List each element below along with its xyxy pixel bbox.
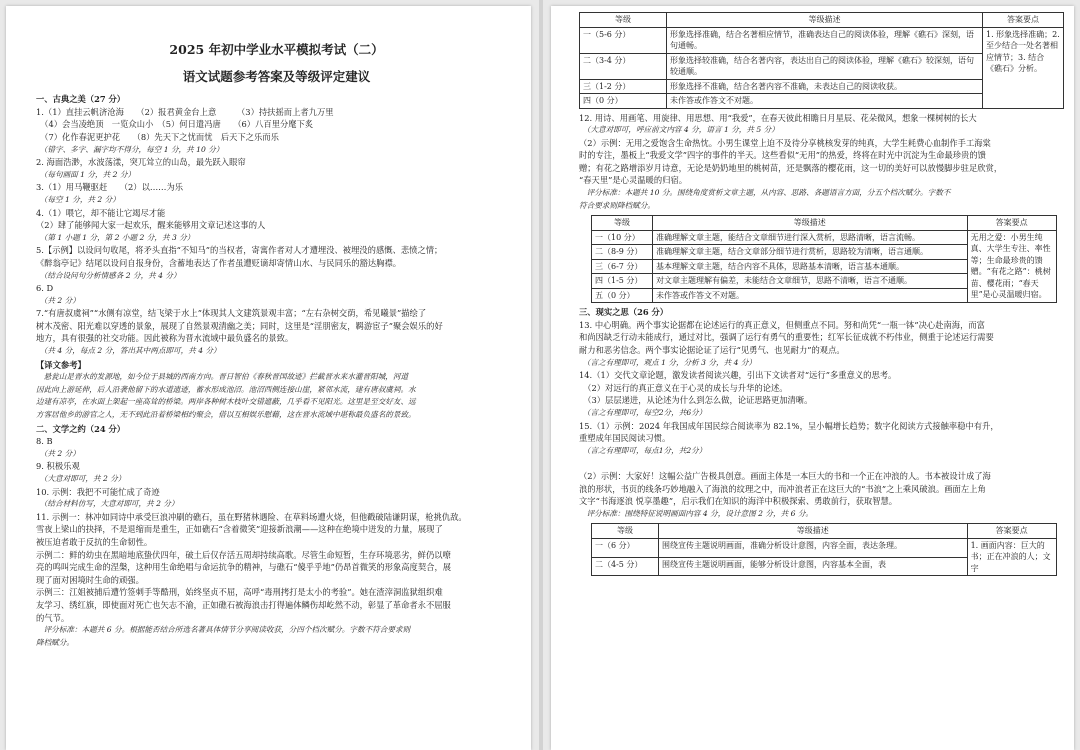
table-row [592, 230, 1057, 245]
table-row [592, 538, 1057, 557]
text-line: 10. 示例：我把不可能忙成了奇迹 [36, 486, 160, 497]
text-line: （每空 1 分，共 2 分） [36, 194, 120, 204]
text-line: 符合要求则降档赋分。 [579, 200, 655, 210]
text-line: 示例三：江姐被捕后遭竹签刺手等酷刑，始终坚贞不屈，高呼“毒刑拷打是太小的考验”。她在渣滓洞监狱组织难 [36, 587, 443, 598]
grade-cell: 二（3-4 分） [580, 53, 667, 79]
page-divider [539, 0, 543, 750]
text-line: （3）层层递进，从论述为什么到怎么做，论证思路更加清晰。 [579, 395, 813, 406]
table-header: 答案要点 [967, 216, 1056, 231]
answer-points-cell: 1. 形象选择准确；2. 至少结合一处名著相应情节；3. 结合《礁石》分析。 [983, 27, 1064, 108]
text-line: （2）示例：无用之爱饱含生命热忱。小男生课堂上迫不及待分享桃核发芽的纯真，大学生耗费心血制作手工海棠 [579, 137, 991, 148]
text-line: 降档赋分。 [36, 637, 74, 647]
section-heading: 一、古典之美（27 分） [36, 94, 126, 105]
text-line: 9. 积极乐观 [36, 461, 80, 472]
description-cell: 围绕宣传主题说明画面，准确分析设计意图，内容全面，表达条理。 [659, 538, 968, 557]
description-cell: 对文章主题理解有偏差，未能结合文章细节，思路不清晰，语言不通顺。 [653, 274, 968, 289]
text-line: 文字“书海逐浪 悦享墨趣”，启示我们在知识的海洋中积极探索、勇敢前行，获取智慧。 [579, 496, 898, 507]
text-line: （2）示例：大家好！这幅公益广告极具创意。画面主体是一本巨大的书和一个正在冲浪的人。书本被设计成了海 [579, 470, 991, 481]
text-line: 评分标准：本题共 10 分。围绕角度赏析文章主题，从内容、思路、各题语言方面，分五个档次赋分。字数不 [579, 188, 951, 198]
text-line: 13. 中心明确。两个事实论据都在论述运行的真正意义，但侧重点不同。努和尚凭“一瓶一钵”决心赴南海，而富 [579, 319, 985, 330]
description-cell: 未作答或作答文不对题。 [667, 94, 983, 109]
text-line: 和尚因缺乏行动未能成行，通过对比，强调了运行有勇气的重要性；红军长征成就不朽伟业，侧重于论述运行需要 [579, 332, 994, 343]
grade-cell: 一（10 分） [592, 230, 653, 245]
description-cell: 基本理解文章主题，结合内容不具体，思路基本清晰，语言基本通顺。 [653, 259, 968, 274]
q12-note-1: （大意对即可，呼应前文内容 4 分，语言 1 分，共 5 分） [579, 125, 779, 135]
left-content [36, 93, 517, 649]
table-header: 等级 [592, 524, 659, 539]
text-line [579, 457, 1064, 470]
text-line: 悬瓮山是晋水的发源地，如今位于县城的西南方向。晋日智伯《春秋晋国故迹》拦截晋水来水灌晋阳城，河道 [36, 372, 409, 382]
text-line: 因此向上游延伸，后人沿袭他留下的水道遗迹，蓄水形成池沼。池沼西侧连接山崖，紧邻水流，建有唐叔虞祠。水 [36, 384, 416, 394]
grading-table-q12 [591, 215, 1057, 303]
text-line: 雪夜上梁山的抉择，不是退缩而是重生，正如礁石“含着微笑”迎接新浪潮——这种在绝境中迸发的力量，展现了 [36, 524, 443, 535]
exam-title: 2025 年初中学业水平模拟考试（二） [169, 42, 384, 57]
text-line: （共 2 分） [36, 448, 80, 458]
q12-answer-2 [579, 137, 1064, 213]
grading-table-q11 [579, 12, 1064, 109]
text-line: 友学习、绣红旗，即使面对死亡也矢志不渝，正如礁石被海浪击打得遍体鳞伤却屹然不动，彰显了革命者永不屈服 [36, 599, 451, 610]
section-heading: 三、现实之思（26 分） [579, 307, 669, 318]
description-cell: 形象选择较准确，结合名著内容，表达出自己的阅读体验，理解《礁石》较深刻，语句较通顺。 [667, 53, 983, 79]
grade-cell: 二（8-9 分） [592, 245, 653, 260]
table-header: 答案要点 [967, 524, 1056, 539]
text-line: 树木茂密、阳光难以穿透的景象，展现了自然景观清幽之美；同时，这里是“淫朋密友，羁游宦子”聚会娱乐的好 [36, 320, 443, 331]
text-line: （言之有理即可，每空2分，共6分） [579, 408, 707, 417]
text-line: 15.（1）示例：2024 年我国成年国民综合阅读率为 82.1%，呈小幅增长趋势；数字化阅读方式接触率稳中有升， [579, 420, 999, 431]
table-header: 等级描述 [653, 216, 968, 231]
text-line: （结合材料仿写，大意对即可，共 2 分） [36, 499, 179, 509]
description-cell: 形象选择准确，结合名著相应情节，准确表达自己的阅读体验，理解《礁石》深刻，语句通畅。 [667, 27, 983, 53]
answer-points-cell: 无用之爱：小男生纯真、大学生专注、率性等；生命最珍贵的馈赠。“有花之路”：桃树苗、樱花雨；“春天里”是心灵温暖归宿。 [967, 230, 1056, 303]
description-cell: 未作答或作答文不对题。 [653, 288, 968, 303]
grade-cell: 一（6 分） [592, 538, 659, 557]
section-heading: 【译文参考】 [36, 359, 86, 370]
text-line: （言之有理即可，每点1分，共2分） [579, 445, 707, 455]
grade-cell: 四（1-5 分） [592, 274, 653, 289]
text-line: 2. 海面浩渺，水波荡漾，突兀耸立的山岛，最先跃入眼帘 [36, 157, 246, 168]
description-cell: 准确理解文章主题，能结合文章细节进行深入赏析，思路清晰，语言流畅。 [653, 230, 968, 245]
text-line: 地方，具有很强的社交功能。因此被称为晋水流域中最负盛名的景致。 [36, 333, 294, 344]
right-page [551, 6, 1074, 750]
text-line: 1.（1）直挂云帆济沧海 （2）报君黄金台上意 （3）持扶摇而上者九万里 [36, 106, 334, 117]
text-line: 7.“有唐叔虞祠”“水侧有凉堂，结飞梁于水上”体现其人文建筑景观丰富；“左右杂树交荫，希见曦景”描绘了 [36, 308, 427, 319]
text-line: 浪的形状，书页的线条巧妙地融入了海浪的纹理之中，而冲浪者正在这巨大的“书浪”之上乘风破浪。画面左上角 [579, 483, 986, 494]
text-line: 《醉翁亭记》结尾以设问自报身份，含蓄地表达了作者虽遭贬谪却寄情山水、与民同乐的豁达胸襟。 [36, 257, 402, 268]
table-row [580, 27, 1064, 53]
section-heading: 二、文学之约（24 分） [36, 423, 126, 434]
text-line: 方客居他乡的游官之人，无不到此沿着桥梁相约聚会，借以互相娱乐慰藉，这在晋水流域中堪称最负盛名的景致。 [36, 410, 416, 420]
table-header: 等级描述 [667, 13, 983, 28]
text-line: 3.（1）用马鞭驱赶 （2）以……为乐 [36, 182, 184, 193]
text-line: （错字、多字、漏字均不得分，每空 1 分，共 10 分） [36, 144, 224, 154]
text-line: 赠；有花之路增添岁月诗意，无论是奶奶地里的桃树苗，还是飘落的樱花雨，这一切的美好可以放慢脚步驻足欣赏， [579, 162, 1003, 173]
text-line: 耐力和恶劣信念。两个事实论据论证了运行“见勇气、也见耐力”的观点。 [579, 345, 845, 356]
text-line: （共 4 分，每点 2 分，答出其中两点即可，共 4 分） [36, 346, 221, 356]
text-line: 边建有凉亭，在水面上架起一座高耸的桥梁。两岸各种树木枝叶交错遮蔽，几乎看不见阳光。这里是至交好友、远 [36, 397, 416, 407]
text-line: 11. 示例一：林冲如同诗中承受巨浪冲刷的礁石，虽在野猪林遇险、在草料场遭火烧，但他戳破陆谦阴谋，枪挑仇敌。 [36, 511, 467, 522]
text-line: （7）化作春泥更护花 （8）先天下之忧而忧 后天下之乐而乐 [36, 131, 279, 142]
text-line: 评分标准：围绕特征说明画面内容 4 分，设计意图 2 分，共 6 分。 [579, 508, 814, 518]
answer-points-cell: 1. 画面内容：巨大的书；正在冲浪的人；文字 [967, 538, 1056, 576]
text-line: 亮的鸣叫完成生命的涅槃，这种用生命绝唱与命运抗争的精神，与礁石“傻乎乎地”仍昂首微笑的形象高度契合，展 [36, 562, 452, 573]
text-line: （结合设问句分析情感各 2 分，共 4 分） [36, 270, 181, 280]
description-cell: 准确理解文章主题，结合文章部分细节进行赏析，思路较为清晰，语言通顺。 [653, 245, 968, 260]
q12-answer-1: 12. 用诗、用画笔、用旋律、用思想、用“我爱”，在春天彼此相瞻日月星辰、花朵微风，想象一棵树树的长大 [579, 112, 977, 123]
text-line: 6. D [36, 283, 54, 294]
table-header: 等级 [592, 216, 653, 231]
text-line: （2）肆了能够闻大家一起欢乐，醒来能够用文章记述这事的人 [36, 220, 266, 231]
grade-cell: 一（5-6 分） [580, 27, 667, 53]
text-line: 评分标准：本题共 6 分。根据能否结合所选名著具体情节分享阅读收获，分四个档次赋分。字数不符合要求则 [36, 625, 411, 635]
text-line: 被压迫者敢于反抗的生命韧性。 [36, 536, 153, 547]
exam-subtitle: 语文试题参考答案及等级评定建议 [182, 68, 371, 84]
text-line: （2）对远行的真正意义在于心灵的成长与升华的论述。 [579, 382, 788, 393]
text-line: 示例二：鲜的幼虫在黑暗地底蛰伏四年，破土后仅存活五周却持续高歌。尽管生命短暂，生存环境恶劣，鲜仍以嘹 [36, 549, 451, 560]
grade-cell: 三（6-7 分） [592, 259, 653, 274]
text-line: （4）会当凌绝顶 一览众山小 （5）何日遣冯唐 （6）八百里分麾下炙 [36, 119, 314, 130]
text-line: 的气节。 [36, 612, 70, 623]
description-cell: 形象选择不准确，结合名著内容不准确，未表达自己的阅读收获。 [667, 79, 983, 94]
text-line: （共 2 分） [36, 295, 80, 305]
text-line: 5.【示例】以设问句收尾，将矛头直指“不知马”的当权者，寄寓作者对人才遭埋没、被埋没的感慨、悲愤之情； [36, 245, 443, 256]
grade-cell: 四（0 分） [580, 94, 667, 109]
grade-cell: 五（0 分） [592, 288, 653, 303]
text-line: 4.（1）喂它，却不能让它竭尽才能 [36, 207, 166, 218]
table-header: 等级 [580, 13, 667, 28]
text-line: （每句画面 1 分，共 2 分） [36, 169, 136, 179]
text-line: 8. B [36, 436, 53, 447]
text-line: 现了面对困境时生命的顽强。 [36, 574, 144, 585]
table-header: 答案要点 [983, 13, 1064, 28]
text-line: （大意对即可，共 2 分） [36, 474, 126, 483]
grade-cell: 三（1-2 分） [580, 79, 667, 94]
left-page [6, 6, 531, 750]
text-line: “春天里”是心灵温暖的归宿。 [579, 175, 688, 186]
grade-cell: 二（4-5 分） [592, 557, 659, 576]
grading-table-q15 [591, 523, 1057, 576]
text-line: （第 1 小题 1 分，第 2 小题 2 分，共 3 分） [36, 232, 195, 242]
text-line: 重塑成年国民阅读习惯。 [579, 433, 671, 444]
right-content [579, 306, 1064, 520]
text-line: 时的专注，墨板上“我爱文学”四字的事件的半天。这些看似“无用”的热爱，终将在时光中沉淀为生命最珍贵的馈 [579, 150, 986, 161]
description-cell: 围绕宣传主题说明画面，能够分析设计意图，内容基本全面，表 [659, 557, 968, 576]
text-line: 14.（1）交代文章论题，激发读者阅读兴趣，引出下文读者对“远行”多重意义的思考。 [579, 370, 897, 381]
table-header: 等级描述 [659, 524, 968, 539]
text-line: （言之有理即可，观点 1 分，分析 3 分，共 4 分） [579, 357, 757, 367]
